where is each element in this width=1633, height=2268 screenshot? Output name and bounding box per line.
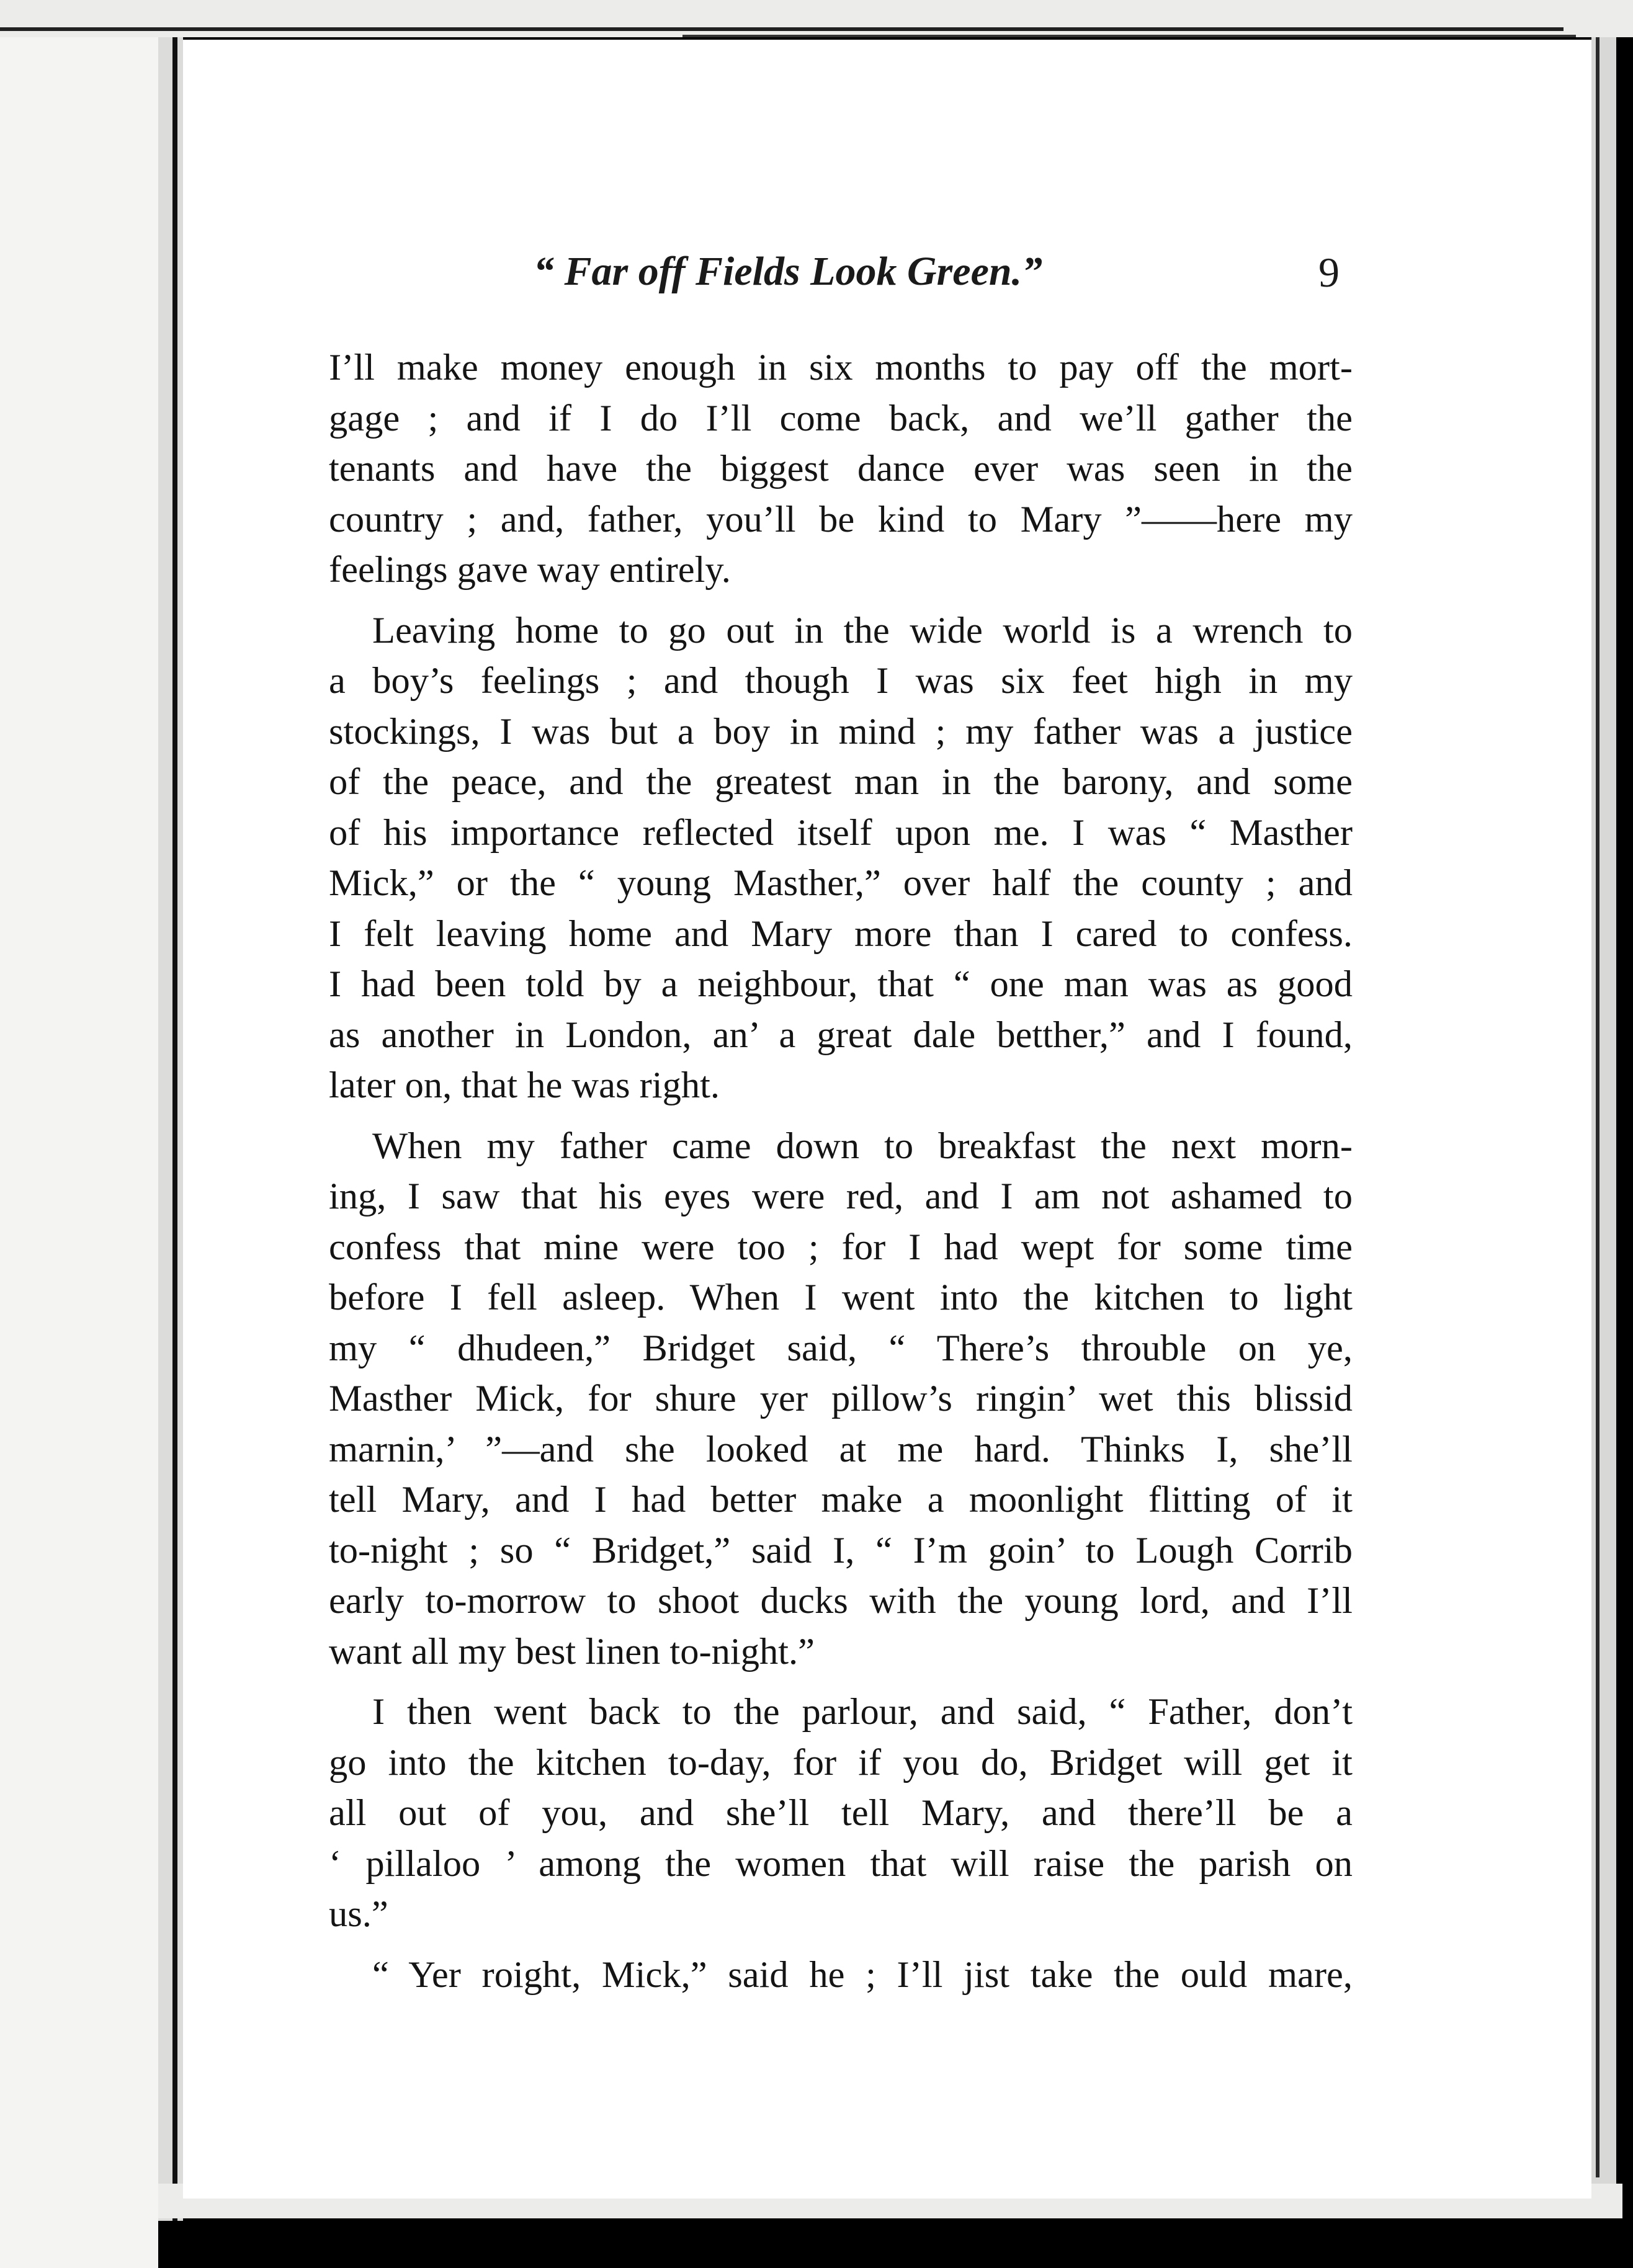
binding-edge-line	[172, 37, 177, 2221]
page-stack-right-edge	[1591, 37, 1616, 2184]
body-text	[329, 342, 1353, 2010]
text-line: tell Mary, and I had better make a moonlight flitting of it	[329, 1479, 1353, 1520]
previous-leaf	[0, 0, 158, 2268]
text-line: ‘ pillaloo ’ among the women that will raise the parish on	[329, 1842, 1353, 1885]
text-line: tenants and have the biggest dance ever was seen in the	[329, 448, 1353, 489]
text-line: ing, I saw that his eyes were red, and I am not ashamed to	[329, 1176, 1353, 1217]
text-line: of his importance reflected itself upon me. I was “ Masther	[329, 811, 1353, 854]
page-stack-top-edge	[0, 0, 1633, 37]
text-line: want all my best linen to-night.”	[329, 1630, 815, 1672]
text-line: of the peace, and the greatest man in the barony, and some	[329, 761, 1353, 803]
text-line: gage ; and if I do I’ll come back, and we’ll gather the	[329, 397, 1353, 439]
text-line: a boy’s feelings ; and though I was six feet high in my	[329, 660, 1353, 702]
page-edge-line	[682, 35, 1576, 37]
text-line: Leaving home to go out in the wide world is a wrench to	[372, 609, 1353, 651]
paragraph	[329, 1687, 1353, 1940]
text-line: Mick,” or the “ young Masther,” over half the county ; and	[329, 862, 1353, 904]
text-line: country ; and, father, you’ll be kind to Mary ”——here my	[329, 498, 1353, 540]
text-line: I then went back to the parlour, and said, “ Father, don’t	[372, 1691, 1353, 1733]
text-line: “ Yer roight, Mick,” said he ; I’ll jist take the ould mare,	[372, 1953, 1353, 1996]
text-line: all out of you, and she’ll tell Mary, and there’ll be a	[329, 1792, 1353, 1834]
text-line: later on, that he was right.	[329, 1065, 720, 1106]
paragraph	[329, 1950, 1353, 2001]
text-line: Masther Mick, for shure yer pillow’s ringin’ wet this blissid	[329, 1378, 1353, 1419]
page-edge-line	[1596, 37, 1599, 2177]
text-line: my “ dhudeen,” Bridget said, “ There’s throuble on ye,	[329, 1327, 1353, 1369]
text-line: I’ll make money enough in six months to pay off the mort-	[329, 347, 1353, 388]
text-line: feelings gave way entirely.	[329, 549, 731, 591]
text-line: confess that mine were too ; for I had wept for some time	[329, 1226, 1353, 1268]
text-line: marnin,’ ”—and she looked at me hard. Thinks I, she’ll	[329, 1428, 1353, 1470]
text-line: I felt leaving home and Mary more than I cared to confess.	[329, 913, 1353, 955]
text-line: to-night ; so “ Bridget,” said I, “ I’m goin’ to Lough Corrib	[329, 1529, 1353, 1571]
text-line: I had been told by a neighbour, that “ one man was as good	[329, 963, 1353, 1005]
binding-gutter	[158, 37, 183, 2221]
paragraph	[329, 342, 1353, 596]
text-line: When my father came down to breakfast the next morn-	[372, 1125, 1353, 1167]
text-line: as another in London, an’ a great dale betther,” and I found,	[329, 1014, 1353, 1056]
text-line: go into the kitchen to-day, for if you do, Bridget will get it	[329, 1741, 1353, 1784]
text-line: early to-morrow to shoot ducks with the young lord, and I’ll	[329, 1580, 1353, 1622]
running-title: “ Far off Fields Look Green.”	[534, 249, 1043, 294]
page-edge-line	[0, 27, 1564, 31]
page-number: 9	[1318, 249, 1340, 296]
text-line: before I fell asleep. When I went into the kitchen to light	[329, 1277, 1353, 1318]
text-line: us.”	[329, 1893, 388, 1935]
paragraph	[329, 605, 1353, 1111]
paragraph	[329, 1121, 1353, 1677]
text-line: stockings, I was but a boy in mind ; my father was a justice	[329, 710, 1353, 752]
